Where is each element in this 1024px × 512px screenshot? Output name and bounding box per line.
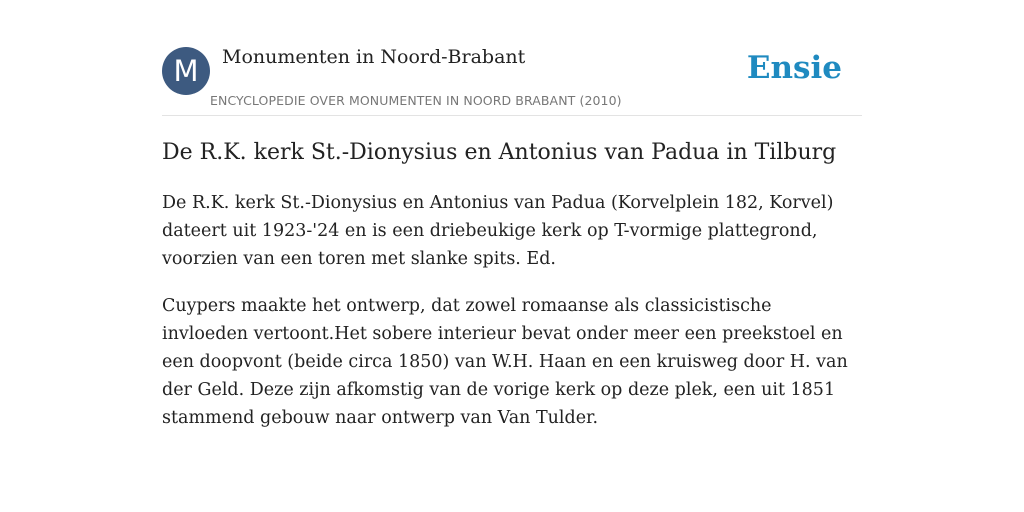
ensie-logo[interactable]: Ensie: [746, 50, 842, 86]
article-paragraph-1: De R.K. kerk St.-Dionysius en Antonius van Padua (Korvelplein 182, Korvel) dateert uit 1923-'24 en is een driebeukige kerk op T-vormige plattegrond, voorzien van een toren met slanke spits. Ed.: [162, 193, 834, 269]
source-avatar[interactable]: M: [162, 47, 210, 95]
source-subtitle: ENCYCLOPEDIE OVER MONUMENTEN IN NOORD BRABANT (2010): [210, 93, 622, 108]
source-title[interactable]: Monumenten in Noord-Brabant: [222, 46, 526, 68]
article-card: [162, 40, 862, 432]
article-title: De R.K. kerk St.-Dionysius en Antonius van Padua in Tilburg: [162, 140, 837, 165]
source-header: [162, 40, 862, 116]
article-paragraph-2: Cuypers maakte het ontwerp, dat zowel romaanse als classicistische invloeden vertoont.Het sobere interieur bevat onder meer een preekstoel en een doopvont (beide circa 1850) van W.H. Haan en een kruisweg door H. van der Geld. Deze zijn afkomstig van de vorige kerk op deze plek, een uit 1851 stammend gebouw naar ontwerp van Van Tulder.: [162, 296, 848, 428]
